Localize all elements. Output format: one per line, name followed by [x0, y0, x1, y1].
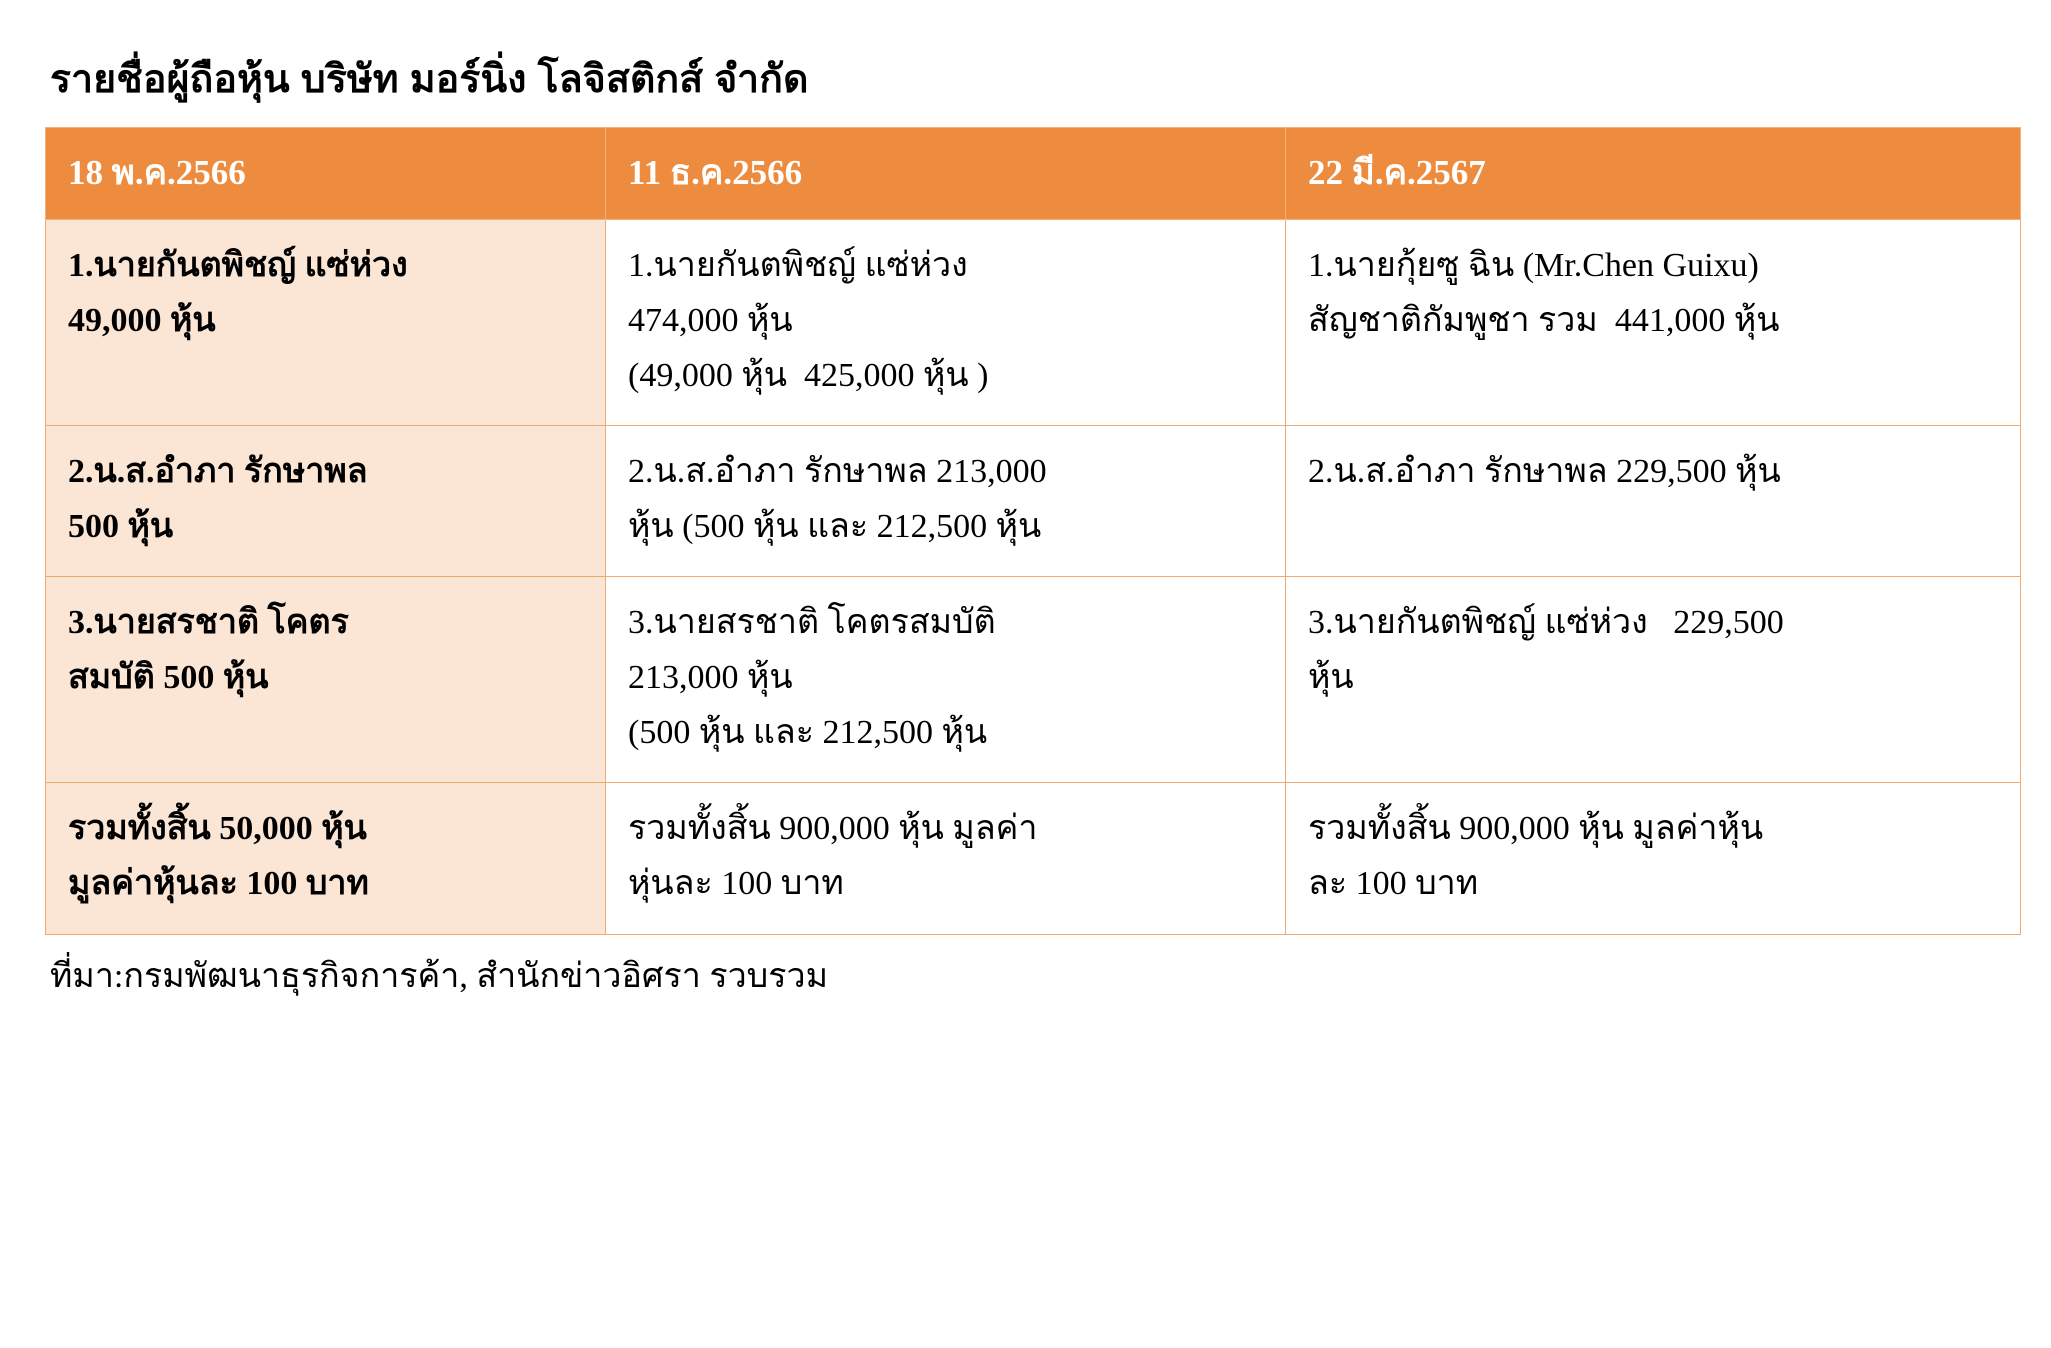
cell-shareholder-1-col2 [606, 219, 1286, 425]
cell-line: 474,000 หุ้น [628, 301, 793, 339]
cell-line: 3.นายกันตพิชญ์ แซ่ห่วง 229,500 [1308, 604, 1784, 642]
column-header-date-3: 22 มี.ค.2567 [1286, 127, 2021, 219]
cell-shareholder-1-col1 [46, 219, 606, 425]
cell-line: หุ้น [1308, 659, 1354, 697]
column-header-date-1: 18 พ.ค.2566 [46, 127, 606, 219]
cell-line: หุ้น (500 หุ้น และ 212,500 หุ้น [628, 508, 1042, 546]
cell-line: สมบัติ 500 หุ้น [68, 659, 269, 697]
cell-shareholder-3-col1 [46, 577, 606, 783]
cell-line: รวมทั้งสิ้น 50,000 หุ้น [68, 810, 367, 848]
table-row [46, 219, 2021, 425]
cell-shareholder-3-col3 [1286, 577, 2021, 783]
cell-total-col3 [1286, 783, 2021, 934]
source-note: ที่มา:กรมพัฒนาธุรกิจการค้า, สำนักข่าวอิศรา รวบรวม [50, 957, 829, 995]
shareholders-table [45, 127, 2021, 935]
cell-line: 213,000 หุ้น [628, 659, 793, 697]
cell-line: 1.นายกันตพิชญ์ แซ่ห่วง [68, 246, 408, 284]
cell-line: 3.นายสรชาติ โคตร [68, 604, 349, 642]
cell-line: ละ 100 บาท [1308, 865, 1479, 903]
page-title: รายชื่อผู้ถือหุ้น บริษัท มอร์นิ่ง โลจิสติกส์ จำกัด [50, 58, 809, 101]
cell-shareholder-2-col3 [1286, 425, 2021, 576]
cell-line: 3.นายสรชาติ โคตรสมบัติ [628, 604, 996, 642]
cell-line: 1.นายกันตพิชญ์ แซ่ห่วง [628, 246, 968, 284]
cell-line: 1.นายกุ้ยซู ฉิน (Mr.Chen Guixu) [1308, 246, 1759, 284]
table-header-row [46, 127, 2021, 219]
cell-shareholder-1-col3 [1286, 219, 2021, 425]
cell-line: สัญชาติกัมพูชา รวม 441,000 หุ้น [1308, 301, 1780, 339]
cell-shareholder-2-col1 [46, 425, 606, 576]
cell-line: 2.น.ส.อำภา รักษาพล 213,000 [628, 452, 1047, 490]
cell-line: รวมทั้งสิ้น 900,000 หุ้น มูลค่าหุ้น [1308, 810, 1764, 848]
cell-line: รวมทั้งสิ้น 900,000 หุ้น มูลค่า [628, 810, 1038, 848]
cell-line: 500 หุ้น [68, 508, 174, 546]
table-row [46, 425, 2021, 576]
cell-line: หุ่นละ 100 บาท [628, 865, 844, 903]
cell-line: 49,000 หุ้น [68, 301, 216, 339]
cell-total-col2 [606, 783, 1286, 934]
cell-line: (49,000 หุ้น 425,000 หุ้น ) [628, 356, 989, 394]
table-row-total [46, 783, 2021, 934]
cell-shareholder-2-col2 [606, 425, 1286, 576]
cell-line: 2.น.ส.อำภา รักษาพล 229,500 หุ้น [1308, 452, 1781, 490]
cell-line: 2.น.ส.อำภา รักษาพล [68, 452, 368, 490]
column-header-date-2: 11 ธ.ค.2566 [606, 127, 1286, 219]
cell-shareholder-3-col2 [606, 577, 1286, 783]
table-row [46, 577, 2021, 783]
cell-total-col1 [46, 783, 606, 934]
cell-line: (500 หุ้น และ 212,500 หุ้น [628, 714, 988, 752]
cell-line: มูลค่าหุ้นละ 100 บาท [68, 865, 369, 903]
